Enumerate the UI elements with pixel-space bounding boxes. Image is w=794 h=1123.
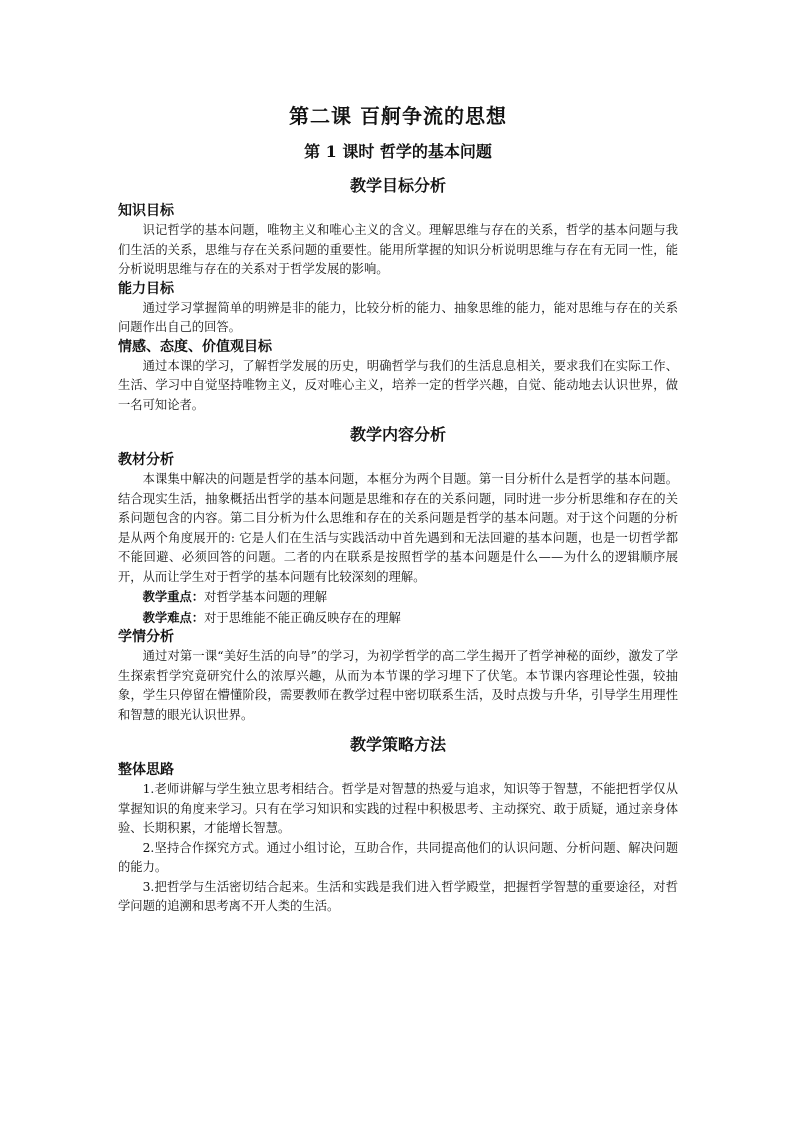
teaching-difficulty-point	[118, 608, 678, 629]
material-analysis-heading: 教材分析	[118, 452, 174, 468]
teaching-key-text: 对哲学基本问题的理解	[204, 590, 328, 604]
student-analysis-text: 通过对第一课“美好生活的向导”的学习，为初学哲学的高二学生揭开了哲学神秘的面纱，激发了学生探索哲学究竟研究什么的浓厚兴趣，从而为本节课的学习埋下了伏笔。本节课内容理论性强，较抽象，学生只停留在懵懂阶段，需要教师在教学过程中密切联系生活，及时点拨与升华，引导学生用理性和智慧的眼光认识世界。	[118, 649, 678, 722]
strategy-item-1: 1.老师讲解与学生独立思考相结合。哲学是对智慧的热爱与追求，知识等于智慧，不能把哲学仅从掌握知识的角度来学习。只有在学习知识和实践的过程中积极思考、主动探究、敢于质疑，通过亲身体验、长期积累，才能增长智慧。	[118, 782, 678, 835]
ability-goal-heading: 能力目标	[118, 280, 174, 297]
strategy-section-title: 教学策略方法	[349, 735, 446, 754]
goals-section-title: 教学目标分析	[349, 176, 446, 195]
emotion-goal-heading: 情感、态度、价值观目标	[118, 338, 272, 355]
strategy-item-2: 2.坚持合作探究方式。通过小组讨论，互助合作，共同提高他们的认识问题、分析问题、解决问题的能力。	[118, 840, 678, 874]
teaching-difficulty-text: 对于思维能不能正确反映存在的理解	[204, 610, 401, 625]
strategy-item-3: 3.把哲学与生活密切结合起来。生活和实践是我们进入哲学殿堂，把握哲学智慧的重要途径，对哲学问题的追溯和思考离不开人类的生活。	[118, 879, 678, 913]
content-section	[118, 423, 678, 725]
ability-goal-text: 通过学习掌握简单的明辨是非的能力，比较分析的能力、抽象思维的能力，能对思维与存在的关系问题作出自己的回答。	[118, 300, 678, 334]
teaching-key-point	[118, 587, 678, 608]
page-subtitle: 第 1 课时 哲学的基本问题	[304, 142, 492, 161]
teaching-difficulty-label: 教学难点：	[142, 609, 205, 625]
knowledge-goal-heading: 知识目标	[118, 203, 174, 219]
student-analysis-heading: 学情分析	[118, 629, 174, 645]
material-analysis-text: 本课集中解决的问题是哲学的基本问题，本框分为两个目题。第一目分析什么是哲学的基本问题。结合现实生活，抽象概括出哲学的基本问题是思维和存在的关系问题，同时进一步分析思维和存在的关系问题包含的内容。第二目分析为什么思维和存在的关系问题是哲学的基本问题。对于这个问题的分析是从两个角度展开的: 它是人们在生活与实践活动中首先遇到和无法回避的基本问题，也是一切哲学都不能回避、必须回答的问题。二者的内在联系是按照哲学的基本问题是什么——为什么的逻辑顺序展开，从而让学生对于哲学的基本问题有比较深刻的理解。	[118, 472, 678, 584]
page-title: 第二课 百舸争流的思想	[289, 104, 507, 128]
document-page	[118, 98, 678, 917]
knowledge-goal-text: 识记哲学的基本问题，唯物主义和唯心主义的含义。理解思维与存在的关系，哲学的基本问题与我们生活的关系，思维与存在关系问题的重要性。能用所掌握的知识分析说明思维与存在有无同一性，能分析说明思维与存在的关系对于哲学发展的影响。	[118, 223, 678, 276]
goals-section	[118, 174, 678, 415]
strategy-section	[118, 733, 678, 917]
emotion-goal-text: 通过本课的学习，了解哲学发展的历史，明确哲学与我们的生活息息相关，要求我们在实际工作、生活、学习中自觉坚持唯物主义，反对唯心主义，培养一定的哲学兴趣，自觉、能动地去认识世界，做一名可知论者。	[118, 358, 678, 412]
overall-approach-heading: 整体思路	[118, 762, 174, 778]
teaching-key-label: 教学重点：	[142, 589, 205, 604]
content-section-title: 教学内容分析	[349, 425, 446, 444]
